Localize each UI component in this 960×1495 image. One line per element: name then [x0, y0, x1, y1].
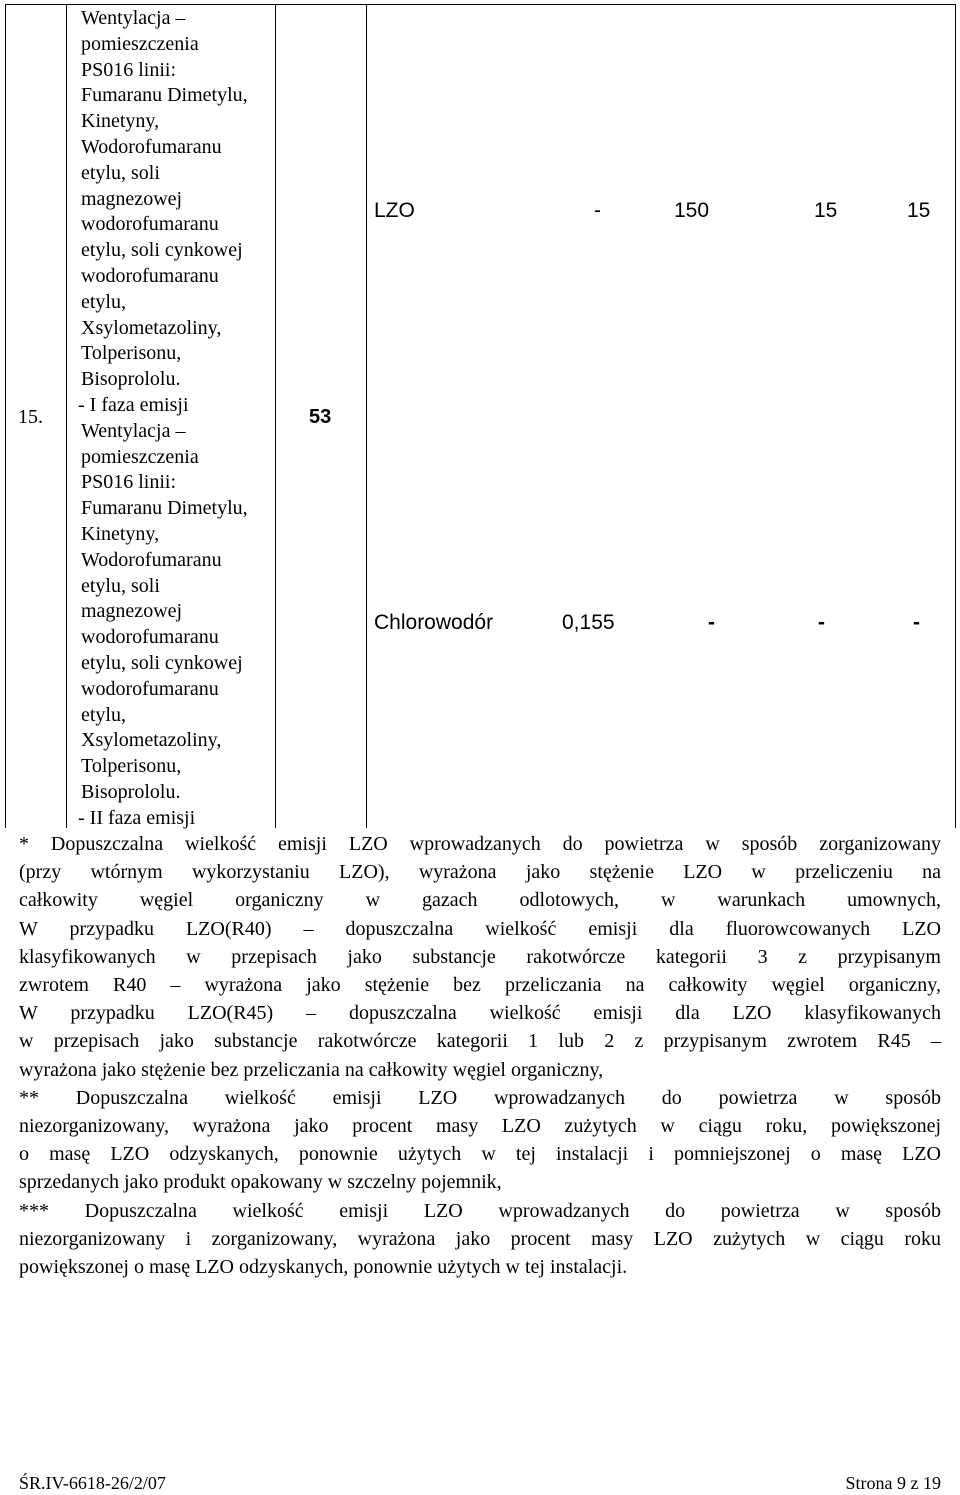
row-number: 15. — [18, 406, 43, 428]
description-line: magnezowej — [81, 187, 183, 210]
description-line: pomieszczenia — [81, 445, 199, 468]
description-line: Wentylacja – — [81, 7, 186, 29]
description-line: Fumaranu Dimetylu, — [81, 84, 248, 107]
footnote-line: całkowity węgiel organiczny w gazach odlotowych, w warunkach umownych, — [19, 889, 941, 912]
document-reference: ŚR.IV-6618-26/2/07 — [19, 1473, 166, 1493]
description-line: etylu, soli — [81, 574, 160, 597]
description-line: PS016 linii: — [81, 471, 177, 494]
footnote-line: W przypadku LZO(R45) – dopuszczalna wielkość emisji dla LZO klasyfikowanych — [19, 1002, 941, 1025]
description-line: etylu, soli cynkowej — [81, 239, 243, 262]
emitter-number: 53 — [309, 406, 332, 428]
footnote-line: zwrotem R40 – wyrażona jako stężenie bez przeliczania na całkowity węgiel organiczny, — [19, 974, 941, 997]
description-line: pomieszczenia — [81, 32, 199, 55]
description-line: Kinetyny, — [81, 522, 160, 545]
limit-value: 150 — [674, 199, 710, 222]
footnote-line: powiększonej o masę LZO odzyskanych, ponownie użytych w tej instalacji. — [19, 1256, 628, 1279]
table-column-divider — [66, 4, 67, 828]
footnote-line: sprzedanych jako produkt opakowany w szczelny pojemnik, — [19, 1171, 502, 1194]
footnote-line: ** Dopuszczalna wielkość emisji LZO wprowadzanych do powietrza w sposób — [19, 1086, 941, 1109]
description-line: wodorofumaranu — [81, 677, 219, 700]
limit-value: 15 — [814, 199, 838, 222]
footnote-line: *** Dopuszczalna wielkość emisji LZO wprowadzanych do powietrza w sposób — [19, 1199, 941, 1222]
phase-label: - I faza emisji — [78, 393, 189, 416]
description-line: Xsylometazoliny, — [81, 316, 222, 339]
footnote-line: o masę LZO odzyskanych, ponownie użytych w tej instalacji i pomniejszonej o masę LZO — [19, 1143, 941, 1166]
footnote-line: w przepisach jako substancje rakotwórcze kategorii 1 lub 2 z przypisanym zwrotem R45 – — [19, 1030, 941, 1053]
description-line: etylu, — [81, 703, 126, 726]
footnote-line: niezorganizowany i zorganizowany, wyrażona jako procent masy LZO zużytych w ciągu roku — [19, 1227, 941, 1250]
description-line: wodorofumaranu — [81, 264, 219, 287]
description-line: Tolperisonu, — [81, 755, 182, 778]
limit-value: 15 — [907, 199, 931, 222]
description-line: Wentylacja – — [81, 419, 186, 442]
source-description — [78, 6, 261, 832]
description-line: Wodorofumaranu — [81, 135, 222, 158]
description-line: Xsylometazoliny, — [81, 729, 222, 752]
table-column-divider — [366, 4, 367, 828]
limit-value: - — [708, 611, 715, 634]
table-column-divider — [275, 4, 276, 828]
footnote-line: (przy wtórnym wykorzystaniu LZO), wyrażona jako stężenie LZO w przeliczeniu na — [19, 861, 941, 884]
description-line: etylu, — [81, 290, 126, 313]
substance-name: Chlorowodór — [374, 611, 494, 634]
footnote-line: wyrażona jako stężenie bez przeliczania na całkowity węgiel organiczny, — [19, 1058, 604, 1081]
description-line: wodorofumaranu — [81, 213, 219, 236]
footnote-line: niezorganizowany, wyrażona jako procent masy LZO zużytych w ciągu roku, powiększonej — [19, 1115, 941, 1138]
description-line: Tolperisonu, — [81, 342, 182, 365]
limit-value: - — [594, 199, 601, 222]
description-line: Fumaranu Dimetylu, — [81, 497, 248, 520]
footnote-line: * Dopuszczalna wielkość emisji LZO wprowadzanych do powietrza w sposób zorganizowany — [19, 833, 941, 855]
limit-value: - — [913, 611, 920, 634]
description-line: Wodorofumaranu — [81, 548, 222, 571]
limit-value: 0,155 — [562, 611, 615, 634]
description-line: PS016 linii: — [81, 58, 177, 81]
description-line: Kinetyny, — [81, 110, 160, 133]
description-line: wodorofumaranu — [81, 626, 219, 649]
footnote-line: W przypadku LZO(R40) – dopuszczalna wielkość emisji dla fluorowcowanych LZO — [19, 917, 941, 940]
phase-label: - II faza emisji — [78, 806, 196, 829]
limit-value: - — [818, 611, 825, 634]
description-line: Bisoprololu. — [81, 780, 181, 803]
page-number: Strona 9 z 19 — [845, 1473, 941, 1493]
footnote-line: klasyfikowanych w przepisach jako substancje rakotwórcze kategorii 3 z przypisanym — [19, 945, 941, 968]
description-line: etylu, soli — [81, 161, 160, 184]
footnotes — [19, 830, 941, 1281]
substance-name: LZO — [374, 199, 415, 222]
description-line: magnezowej — [81, 600, 183, 623]
description-line: Bisoprololu. — [81, 368, 181, 391]
description-line: etylu, soli cynkowej — [81, 651, 243, 674]
